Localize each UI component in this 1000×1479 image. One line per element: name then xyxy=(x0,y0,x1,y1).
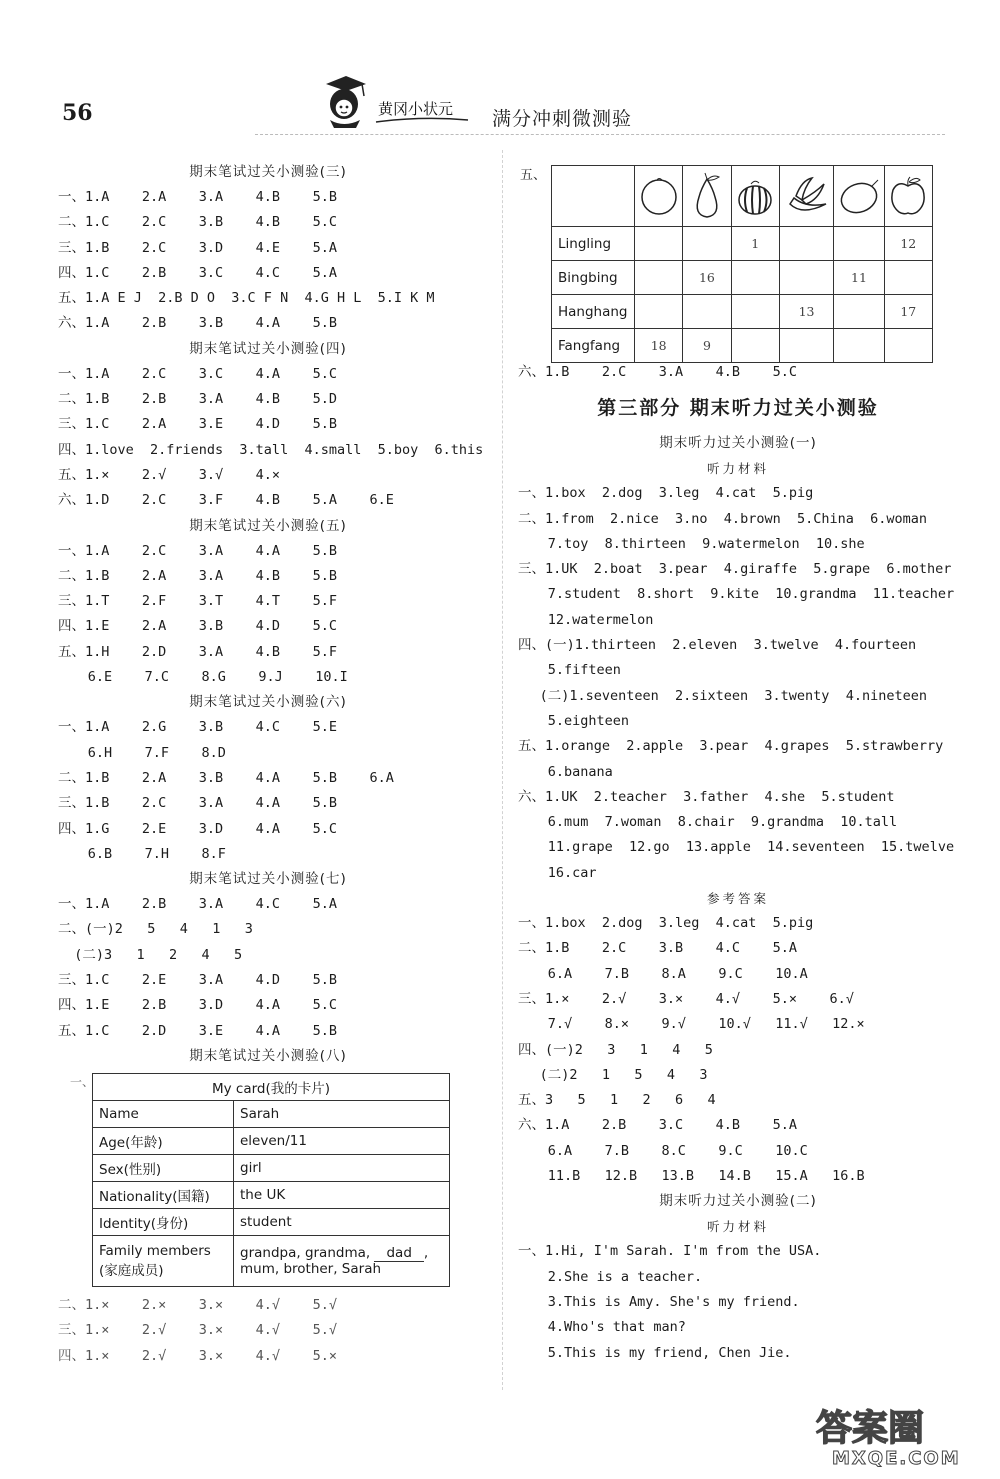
answer-row: 一、1.A 2.G 3.B 4.C 5.E xyxy=(58,719,337,736)
text-row: 6.mum 7.woman 8.chair 9.grandma 10.tall xyxy=(547,814,898,831)
answer-row: 六、1.B 2.C 3.A 4.B 5.C xyxy=(518,364,797,380)
fruit-cell xyxy=(779,227,833,261)
apple-icon xyxy=(886,174,930,218)
family-label-cn: (家庭成员) xyxy=(99,1262,164,1279)
answer-row: 三、1.C 2.E 3.A 4.D 5.B xyxy=(58,972,337,989)
text-row: 16.car xyxy=(547,864,597,881)
section-title: 期末笔试过关小测验(七) xyxy=(189,871,347,888)
child-name: Lingling xyxy=(552,227,635,261)
text-row: 7.√ 8.× 9.√ 10.√ 11.√ 12.× xyxy=(547,1016,865,1033)
fruit-cell: 16 xyxy=(683,261,731,295)
answer-row: 三、1.C 2.A 3.E 4.D 5.B xyxy=(58,416,337,433)
text-row: 二、1.B 2.C 3.B 4.C 5.A xyxy=(518,940,797,957)
orange-icon xyxy=(637,174,681,218)
watermark-text: 答案圈 xyxy=(816,1408,925,1449)
fruit-header-cell xyxy=(834,166,884,227)
text-row: 五、1.orange 2.apple 3.pear 4.grapes 5.strawberry xyxy=(518,738,944,755)
card-value: girl xyxy=(234,1154,450,1181)
section-title: 期末笔试过关小测验(四) xyxy=(189,340,347,357)
question-mark: 五、 xyxy=(520,168,547,183)
fruit-cell xyxy=(635,227,683,261)
lemon-icon xyxy=(836,174,882,218)
text-row: 4.Who's that man? xyxy=(547,1319,686,1336)
part-title: 第三部分 期末听力过关小测验 xyxy=(597,397,879,420)
card-value: the UK xyxy=(234,1181,450,1208)
text-row: 2.She is a teacher. xyxy=(547,1268,703,1285)
answer-row: 六、1.D 2.C 3.F 4.B 5.A 6.E xyxy=(58,492,394,509)
answer-row: 6.H 7.F 8.D xyxy=(87,744,226,761)
fruit-table xyxy=(551,165,933,363)
answer-row: 四、1.C 2.B 3.C 4.C 5.A xyxy=(58,264,337,281)
fruit-cell xyxy=(635,295,683,329)
answer-row: 三、1.T 2.F 3.T 4.T 5.F xyxy=(58,593,337,610)
banana-icon xyxy=(782,174,832,218)
family-value: mum, brother, Sarah xyxy=(240,1260,382,1277)
answer-row: 二、(一)2 5 4 1 3 xyxy=(58,921,253,938)
watermelon-icon xyxy=(733,174,777,218)
fruit-table-block xyxy=(518,160,958,360)
watermark-logo-icon xyxy=(812,1400,984,1470)
answer-row: 三、1.× 2.√ 3.× 4.√ 5.√ xyxy=(58,1322,337,1339)
text-row: 六、1.UK 2.teacher 3.father 4.she 5.student xyxy=(518,788,895,805)
text-row: 12.watermelon xyxy=(547,611,654,628)
answer-row: 一、1.A 2.C 3.C 4.A 5.C xyxy=(58,365,337,382)
card-value: eleven/11 xyxy=(234,1127,450,1154)
section-title: 期末听力过关小测验(二) xyxy=(659,1193,817,1210)
fruit-cell xyxy=(834,329,884,363)
child-name: Hanghang xyxy=(552,295,635,329)
my-card xyxy=(70,1073,450,1287)
my-card-table xyxy=(92,1073,450,1287)
answer-row: 六、1.A 2.B 3.B 4.A 5.B xyxy=(58,315,337,332)
left-column xyxy=(58,160,484,1369)
text-row: 7.student 8.short 9.kite 10.grandma 11.teacher xyxy=(547,586,955,603)
watermark-url: MXQE.COM xyxy=(832,1448,961,1469)
column-divider xyxy=(502,150,503,1390)
answer-row: 二、1.B 2.A 3.B 4.A 5.B 6.A xyxy=(58,769,394,786)
series-title: 满分冲刺微测验 xyxy=(492,108,633,130)
fruit-cell: 13 xyxy=(779,295,833,329)
section-title: 期末笔试过关小测验(六) xyxy=(189,694,347,711)
fruit-cell xyxy=(834,295,884,329)
text-row: 11.grape 12.go 13.apple 14.seventeen 15.twelve xyxy=(547,839,955,856)
fruit-header-cell xyxy=(779,166,833,227)
answer-row: 四、1.G 2.E 3.D 4.A 5.C xyxy=(58,820,337,837)
right-column xyxy=(518,160,958,1366)
text-row: (二)2 1 5 4 3 xyxy=(539,1066,708,1083)
text-row: 六、1.A 2.B 3.C 4.B 5.A xyxy=(518,1117,797,1134)
fruit-cell xyxy=(731,329,779,363)
text-row: 三、1.× 2.√ 3.× 4.√ 5.× 6.√ xyxy=(518,990,854,1007)
fruit-cell xyxy=(731,261,779,295)
section-title: 期末笔试过关小测验(五) xyxy=(189,517,347,534)
logo-text: 黄冈小状元 xyxy=(378,100,454,118)
fruit-header-cell xyxy=(683,166,731,227)
text-row: 6.A 7.B 8.A 9.C 10.A xyxy=(547,965,808,982)
fruit-row xyxy=(552,227,933,261)
header-divider xyxy=(255,134,945,135)
page-number: 56 xyxy=(62,100,93,126)
fruit-cell: 12 xyxy=(884,227,932,261)
answer-row: 三、1.B 2.C 3.D 4.E 5.A xyxy=(58,239,337,256)
text-row: 11.B 12.B 13.B 14.B 15.A 16.B xyxy=(547,1168,865,1185)
fruit-row xyxy=(552,329,933,363)
fruit-header-cell xyxy=(635,166,683,227)
answer-row: 二、1.C 2.C 3.B 4.B 5.C xyxy=(58,214,337,231)
answer-row: (二)3 1 2 4 5 xyxy=(58,946,243,963)
family-value: grandpa, grandma, xyxy=(240,1244,371,1261)
answer-row: 二、1.× 2.× 3.× 4.√ 5.√ xyxy=(58,1296,337,1313)
answer-row: 五、1.H 2.D 3.A 4.B 5.F xyxy=(58,643,337,660)
text-row: 五、3 5 1 2 6 4 xyxy=(518,1092,716,1109)
fruit-cell xyxy=(635,261,683,295)
child-name: Fangfang xyxy=(552,329,635,363)
family-comma: , xyxy=(423,1244,429,1261)
answer-label: 参考答案 xyxy=(706,891,769,907)
answer-row: 五、1.× 2.√ 3.√ 4.× xyxy=(58,466,281,483)
answer-row: 一、1.A 2.C 3.A 4.A 5.B xyxy=(58,542,337,559)
text-row: 5.eighteen xyxy=(547,712,629,729)
card-header: My card(我的卡片) xyxy=(93,1073,450,1100)
text-row: 二、1.from 2.nice 3.no 4.brown 5.China 6.woman xyxy=(518,510,928,527)
fruit-cell xyxy=(683,295,731,329)
card-label: Age(年龄) xyxy=(93,1127,234,1154)
fruit-header-cell xyxy=(884,166,932,227)
text-row: 7.toy 8.thirteen 9.watermelon 10.she xyxy=(547,535,865,552)
answer-row: 6.B 7.H 8.F xyxy=(87,845,226,862)
answer-row: 6.E 7.C 8.G 9.J 10.I xyxy=(87,669,348,686)
text-row: 一、1.box 2.dog 3.leg 4.cat 5.pig xyxy=(518,915,814,932)
answer-row: 四、1.E 2.B 3.D 4.A 5.C xyxy=(58,997,337,1014)
answer-row: 二、1.B 2.B 3.A 4.B 5.D xyxy=(58,391,337,408)
child-name: Bingbing xyxy=(552,261,635,295)
material-label: 听力材料 xyxy=(706,461,769,477)
answer-row: 三、1.B 2.C 3.A 4.A 5.B xyxy=(58,795,337,812)
answer-row: 一、1.A 2.B 3.A 4.C 5.A xyxy=(58,896,337,913)
fruit-cell: 9 xyxy=(683,329,731,363)
listening-material xyxy=(518,1239,958,1365)
card-label: Nationality(国籍) xyxy=(93,1181,234,1208)
fruit-row xyxy=(552,295,933,329)
card-label xyxy=(93,1235,234,1286)
answer-row: 五、1.A E J 2.B D O 3.C F N 4.G H L 5.I K M xyxy=(58,290,435,307)
answer-row: 一、1.A 2.A 3.A 4.B 5.B xyxy=(58,189,337,205)
card-value: Sarah xyxy=(234,1100,450,1127)
fruit-row xyxy=(552,261,933,295)
fruit-cell xyxy=(731,295,779,329)
filled-blank: dad xyxy=(374,1245,423,1262)
fruit-cell: 18 xyxy=(635,329,683,363)
family-label: Family members xyxy=(99,1242,211,1259)
card-value: student xyxy=(234,1208,450,1235)
answer-row: 五、1.C 2.D 3.E 4.A 5.B xyxy=(58,1022,337,1039)
listening-material xyxy=(518,481,958,886)
pear-icon xyxy=(685,171,729,221)
fruit-cell xyxy=(884,261,932,295)
text-row: 5.fifteen xyxy=(547,662,621,679)
fruit-cell: 17 xyxy=(884,295,932,329)
text-row: 四、(一)1.thirteen 2.eleven 3.twelve 4.fourteen xyxy=(518,637,917,654)
corner-cell xyxy=(552,166,635,227)
text-row: (二)1.seventeen 2.sixteen 3.twenty 4.nineteen xyxy=(539,687,927,704)
text-row: 一、1.Hi, I'm Sarah. I'm from the USA. xyxy=(518,1243,822,1260)
answer-row: 四、1.love 2.friends 3.tall 4.small 5.boy 6.this xyxy=(58,441,484,458)
answer-row: 二、1.B 2.A 3.A 4.B 5.B xyxy=(58,567,337,584)
text-row: 6.banana xyxy=(547,763,613,780)
fruit-cell xyxy=(779,261,833,295)
text-row: 三、1.UK 2.boat 3.pear 4.giraffe 5.grape 6.mother xyxy=(518,561,952,578)
fruit-cell xyxy=(779,329,833,363)
text-row: 5.This is my friend, Chen Jie. xyxy=(547,1344,792,1361)
card-label: Name xyxy=(93,1100,234,1127)
fruit-header-cell xyxy=(731,166,779,227)
fruit-cell: 1 xyxy=(731,227,779,261)
reference-answers xyxy=(518,911,958,1189)
section-title: 期末笔试过关小测验(三) xyxy=(189,164,347,180)
question-mark: 一、 xyxy=(70,1074,95,1089)
text-row: 6.A 7.B 8.C 9.C 10.C xyxy=(547,1142,808,1159)
fruit-cell: 11 xyxy=(834,261,884,295)
text-row: 一、1.box 2.dog 3.leg 4.cat 5.pig xyxy=(518,485,814,502)
mascot-logo-icon xyxy=(312,70,472,130)
card-label: Identity(身份) xyxy=(93,1208,234,1235)
text-row: 3.This is Amy. She's my friend. xyxy=(547,1293,800,1310)
section-title: 期末听力过关小测验(一) xyxy=(659,435,817,452)
fruit-cell xyxy=(884,329,932,363)
answer-row: 四、1.× 2.√ 3.× 4.√ 5.× xyxy=(58,1347,337,1364)
card-value xyxy=(234,1235,450,1286)
text-row: 四、(一)2 3 1 4 5 xyxy=(518,1041,713,1058)
card-label: Sex(性别) xyxy=(93,1154,234,1181)
section-title: 期末笔试过关小测验(八) xyxy=(189,1047,347,1064)
fruit-cell xyxy=(834,227,884,261)
fruit-cell xyxy=(683,227,731,261)
material-label: 听力材料 xyxy=(706,1219,769,1235)
answer-row: 四、1.E 2.A 3.B 4.D 5.C xyxy=(58,618,337,635)
